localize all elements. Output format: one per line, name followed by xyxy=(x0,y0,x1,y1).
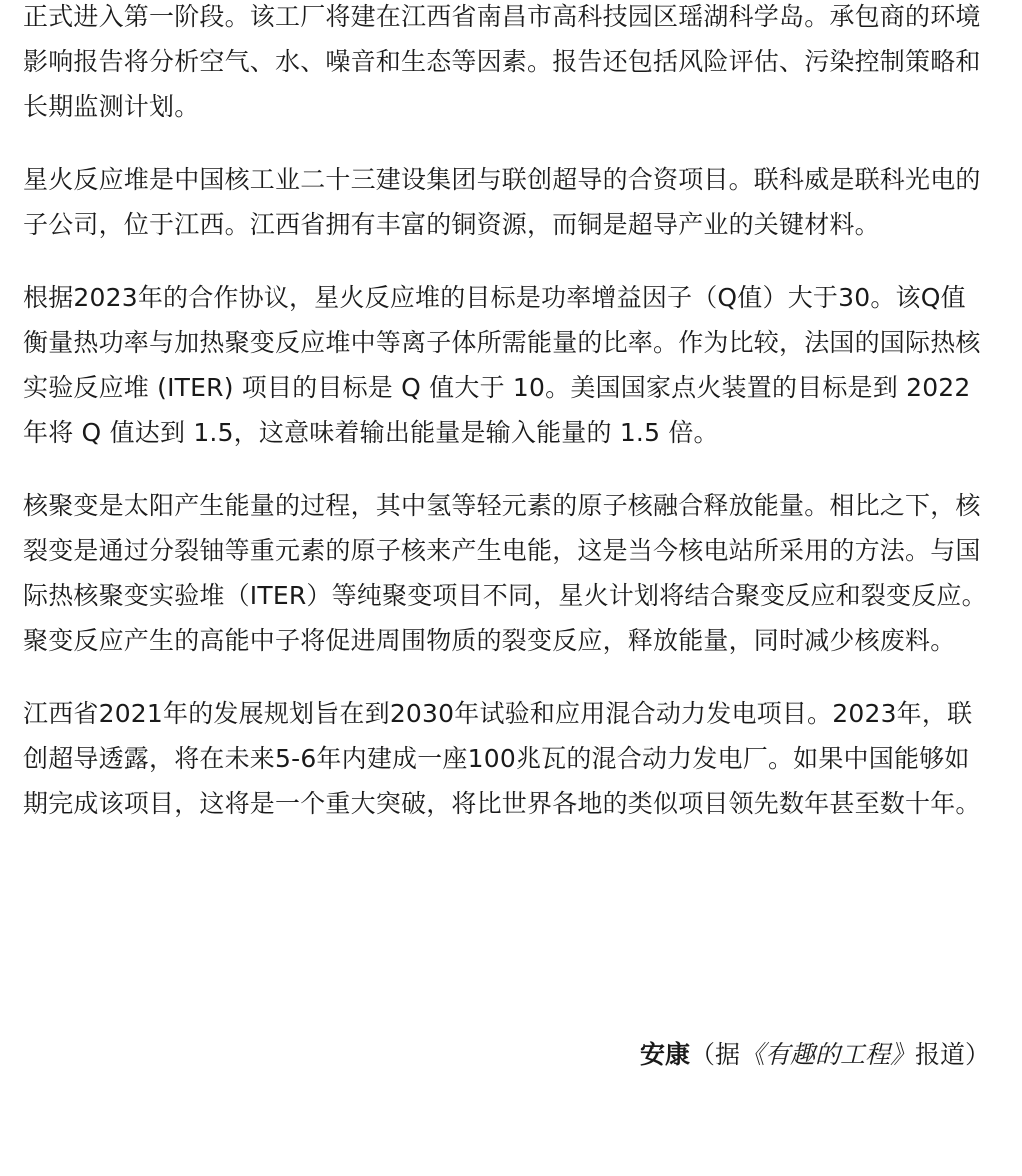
byline xyxy=(640,1032,990,1077)
byline-source: 《有趣的工程》 xyxy=(739,1040,915,1069)
byline-author: 安康 xyxy=(639,1040,690,1069)
article-paragraph: 正式进入第一阶段。该工厂将建在江西省南昌市高科技园区瑶湖科学岛。承包商的环境影响报告将分析空气、水、噪音和生态等因素。报告还包括风险评估、污染控制策略和长期监测计划。 xyxy=(23,2,981,121)
article-paragraph: 核聚变是太阳产生能量的过程，其中氢等轻元素的原子核融合释放能量。相比之下，核裂变是通过分裂铀等重元素的原子核来产生电能，这是当今核电站所采用的方法。与国际热核聚变实验堆（ITER）等纯聚变项目不同，星火计划将结合聚变反应和裂变反应。聚变反应产生的高能中子将促进周围物质的裂变反应，释放能量，同时减少核废料。 xyxy=(23,491,987,655)
article-paragraph: 江西省2021年的发展规划旨在到2030年试验和应用混合动力发电项目。2023年，联创超导透露，将在未来5-6年内建成一座100兆瓦的混合动力发电厂。如果中国能够如期完成该项目，这将是一个重大突破，将比世界各地的类似项目领先数年甚至数十年。 xyxy=(23,699,981,818)
byline-suffix: 报道） xyxy=(914,1040,990,1069)
byline-prefix: （据 xyxy=(689,1040,740,1069)
article-paragraph: 根据2023年的合作协议，星火反应堆的目标是功率增益因子（Q值）大于30。该Q值衡量热功率与加热聚变反应堆中等离子体所需能量的比率。作为比较，法国的国际热核实验反应堆 (ITER) 项目的目标是 Q 值大于 10。美国国家点火装置的目标是到 2022 年将 Q 值达到 1.5，这意味着输出能量是输入能量的 1.5 倍。 xyxy=(23,283,981,447)
article-paragraph: 星火反应堆是中国核工业二十三建设集团与联创超导的合资项目。联科威是联科光电的子公司，位于江西。江西省拥有丰富的铜资源，而铜是超导产业的关键材料。 xyxy=(23,165,981,239)
